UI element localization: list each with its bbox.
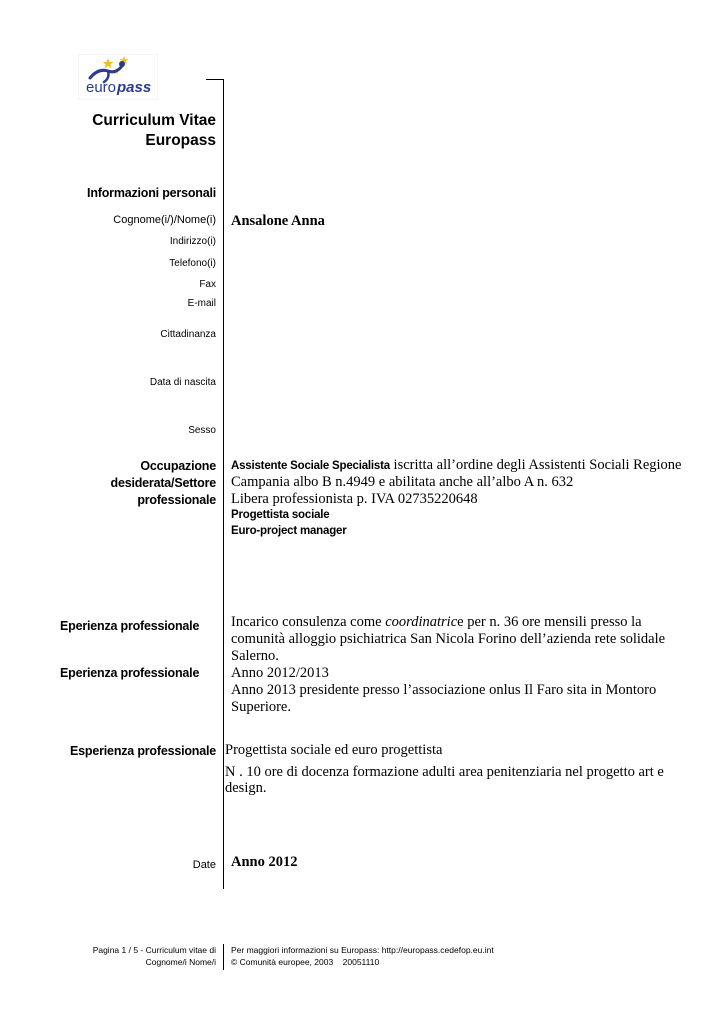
- occupation-line4: Progettista sociale: [231, 509, 330, 521]
- experience2-label: Esperienza professionale: [70, 744, 216, 758]
- name-label: Cognome(i/)/Nome(i): [113, 214, 216, 226]
- logo-text-pass: pass: [117, 79, 152, 96]
- europass-logo: [78, 54, 158, 100]
- experience1-line1-italic: coordinatric: [385, 614, 458, 630]
- cv-title-line1: Curriculum Vitae: [92, 112, 216, 129]
- cv-title-line2: Europass: [145, 132, 216, 149]
- section-title-personal: Informazioni personali: [87, 186, 216, 200]
- date-value: Anno 2012: [231, 854, 298, 870]
- experience1-line3: Salerno.: [231, 648, 279, 664]
- experience2-line2: N . 10 ore di docenza formazione adulti area penitenziaria nel progetto art e: [225, 764, 664, 780]
- experience1-line2: comunità alloggio psichiatrica San Nicola Forino dell’azienda rete solidale: [231, 631, 666, 647]
- column-divider: [223, 79, 224, 889]
- email-label: E-mail: [187, 298, 216, 309]
- footer-right-line1: Per maggiori informazioni su Europass: http://europass.cedefop.eu.int: [231, 945, 494, 955]
- experience1-line5: Anno 2013 presidente presso l’associazione onlus Il Faro sita in Montoro: [231, 682, 657, 698]
- experience2-line3: design.: [225, 780, 267, 796]
- experience1-line4: Anno 2012/2013: [231, 665, 329, 681]
- occupation-line5: Euro-project manager: [231, 525, 347, 537]
- date-label: Date: [192, 859, 216, 871]
- logo-text-euro: euro: [86, 79, 117, 96]
- sex-label: Sesso: [188, 425, 216, 436]
- occupation-label-line3: professionale: [137, 493, 216, 507]
- top-rule-tick: [206, 79, 224, 80]
- occupation-line1-rest: iscritta all’ordine degli Assistenti Sociali Regione: [389, 457, 682, 473]
- experience2-line1: Progettista sociale ed euro progettista: [225, 742, 443, 758]
- citizenship-label: Cittadinanza: [160, 329, 216, 340]
- occupation-line3: Libera professionista p. IVA 02735220648: [231, 491, 478, 507]
- experience1-line1: [231, 614, 642, 631]
- footer-right-line2: © Comunità europee, 2003 20051110: [231, 957, 380, 967]
- occupation-bold-lead: Assistente Sociale Specialista: [231, 460, 390, 472]
- occupation-line2: Campania albo B n.4949 e abilitata anche all’albo A n. 632: [231, 474, 574, 490]
- phone-label: Telefono(i): [169, 258, 216, 269]
- occupation-line1: [231, 457, 681, 475]
- name-value: Ansalone Anna: [231, 213, 325, 229]
- footer-left-line1: Pagina 1 / 5 - Curriculum vitae di: [92, 945, 216, 955]
- birth-label: Data di nascita: [149, 377, 216, 388]
- occupation-label-line2: desiderata/Settore: [110, 476, 216, 490]
- occupation-label-line1: Occupazione: [140, 459, 216, 473]
- experience-label-b: Eperienza professionale: [60, 666, 200, 680]
- address-label: Indirizzo(i): [169, 236, 216, 247]
- experience1-line1-start: Incarico consulenza come: [231, 614, 386, 630]
- experience1-line6: Superiore.: [231, 699, 291, 715]
- fax-label: Fax: [199, 279, 216, 290]
- experience1-line1-end: e per n. 36 ore mensili presso la: [457, 614, 642, 630]
- footer-left-line2: Cognome/i Nome/i: [145, 957, 216, 967]
- experience-label-a: Eperienza professionale: [60, 619, 200, 633]
- europass-logo-graphic: [78, 54, 158, 100]
- footer-divider: [223, 944, 224, 970]
